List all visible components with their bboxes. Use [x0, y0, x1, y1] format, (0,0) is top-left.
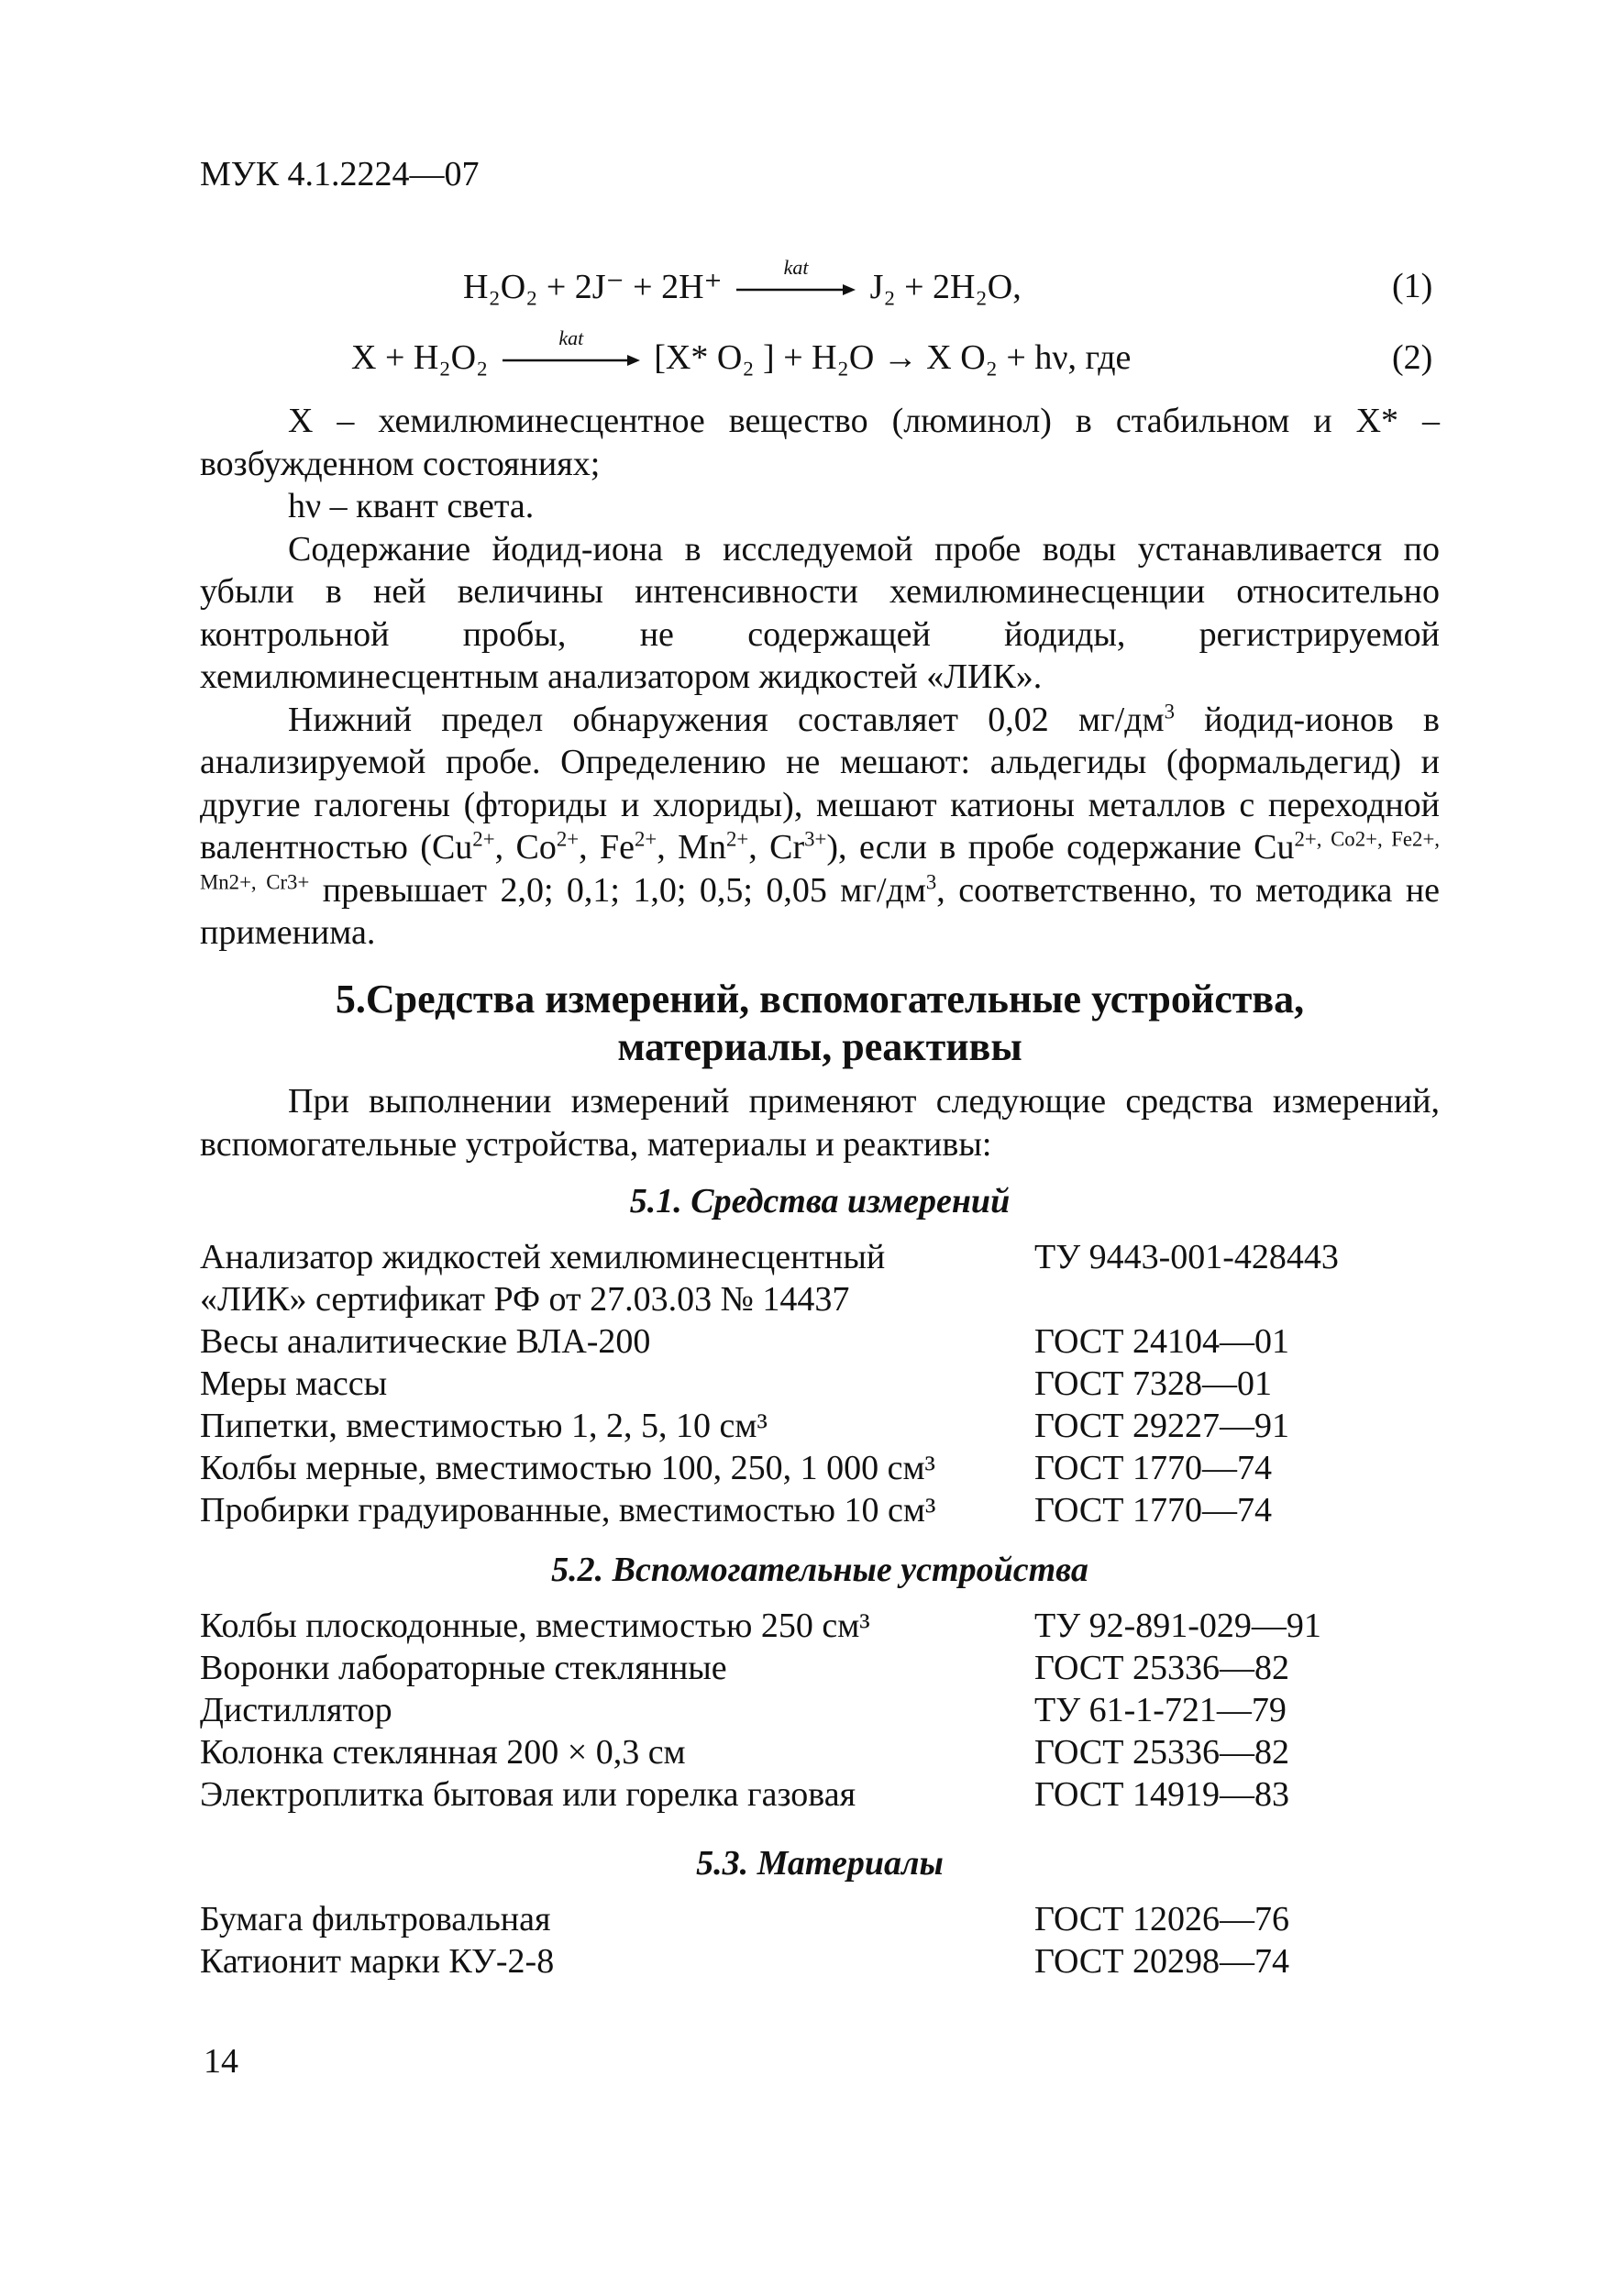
item-standard: ГОСТ 7328—01 [1034, 1364, 1272, 1403]
item-name: Бумага фильтровальная [200, 1900, 551, 1938]
catalyst-arrow-1 [736, 256, 856, 296]
item-standard: ГОСТ 29227—91 [1034, 1407, 1289, 1445]
p2-text-d: , Fe [579, 828, 635, 867]
p2-text-e: , Mn [657, 828, 726, 867]
section-5-title-line-1: 5.Средства измерений, вспомогательные устройства, [335, 977, 1305, 1022]
body-text [200, 400, 1440, 955]
reaction-arrow-icon [736, 283, 856, 296]
definition-hv: hν – квант света. [288, 487, 535, 525]
p2-text-i: , соответственно, то методика не применима. [200, 870, 1441, 952]
reaction-arrow-icon [503, 354, 640, 367]
superscript: 2+ [472, 827, 495, 851]
p2-text-f: , Cr [748, 828, 805, 867]
definition-x: X – хемилюминесцентное вещество (люминол) в стабильном и X* – возбужденном состояниях; [200, 402, 1440, 483]
superscript: 2+ [556, 827, 580, 851]
paragraph-iodide-content: Содержание йодид-иона в исследуемой пробе воды устанавливается по убыли в ней величины интенсивности хемилюминесценции относительно контрольной пробы, не содержащей йодиды, регистрируемой хемилюминесцентным анализатором жидкостей «ЛИК». [200, 529, 1440, 696]
document-code-header: МУК 4.1.2224—07 [200, 155, 480, 193]
item-name: Анализатор жидкостей хемилюминесцентный [200, 1238, 886, 1276]
superscript: 3 [1164, 699, 1175, 723]
item-name: Колбы плоскодонные, вместимостью 250 см³ [200, 1607, 870, 1645]
p2-text-b: йодид-ионов в анализируемой пробе. Определению не мешают: альдегиды (формальдегид) и другие галогены (фториды и хлориды), мешают катионы металлов с переходной валентностью (Cu [200, 700, 1440, 867]
p2-text-g: ), если в пробе содержание Cu [826, 828, 1295, 867]
equation-1-right: J₂ + 2H₂O, [869, 268, 1022, 306]
p2-text-c: , Co [494, 828, 557, 867]
section-5-intro: При выполнении измерений применяют следующие средства измерений, вспомогательные устройства, материалы и реактивы: [200, 1082, 1440, 1164]
item-standard: ГОСТ 25336—82 [1034, 1649, 1289, 1687]
item-name: Пробирки градуированные, вместимостью 10 см³ [200, 1491, 936, 1530]
superscript: 3+ [804, 827, 827, 851]
item-standard: ГОСТ 24104—01 [1034, 1322, 1289, 1361]
catalyst-arrow-2 [503, 326, 640, 367]
equation-1-number: (1) [1392, 267, 1433, 305]
equation-1 [463, 256, 1022, 307]
subsection-5-2-title: 5.2. Вспомогательные устройства [551, 1551, 1088, 1589]
item-name: Электроплитка бытовая или горелка газовая [200, 1775, 856, 1814]
item-standard: ГОСТ 1770—74 [1034, 1449, 1272, 1487]
item-standard: ГОСТ 14919—83 [1034, 1775, 1289, 1814]
item-name: Колбы мерные, вместимостью 100, 250, 1 000 см³ [200, 1449, 935, 1487]
section-5-title-line-2: материалы, реактивы [617, 1024, 1022, 1069]
item-name: Весы аналитические ВЛА-200 [200, 1322, 651, 1361]
paragraph-detection-limit [200, 699, 1440, 955]
catalyst-label-1: kat [783, 256, 809, 280]
equation-2-left: X + H₂O₂ [351, 338, 489, 377]
item-name: Колонка стеклянная 200 × 0,3 см [200, 1733, 686, 1772]
item-name: Катионит марки КУ-2-8 [200, 1942, 555, 1981]
item-standard: ТУ 9443-001-428443 [1034, 1238, 1339, 1276]
item-name: «ЛИК» сертификат РФ от 27.03.03 № 14437 [200, 1280, 850, 1319]
p2-text-a: Нижний предел обнаружения составляет 0,02 мг/дм [288, 700, 1165, 739]
item-name: Пипетки, вместимостью 1, 2, 5, 10 см³ [200, 1407, 768, 1445]
subsection-5-1-title: 5.1. Средства измерений [629, 1182, 1011, 1220]
catalyst-label-2: kat [558, 326, 584, 350]
equation-1-left: H₂O₂ + 2J⁻ + 2H⁺ [463, 268, 723, 306]
subsection-5-3-title: 5.3. Материалы [696, 1844, 944, 1883]
item-standard: ГОСТ 25336—82 [1034, 1733, 1289, 1772]
superscript: 2+ [635, 827, 657, 851]
p2-text-h: превышает 2,0; 0,1; 1,0; 0,5; 0,05 мг/дм [309, 870, 926, 910]
equation-2-number: (2) [1392, 338, 1433, 377]
item-standard: ТУ 92-891-029—91 [1034, 1607, 1321, 1645]
item-standard: ГОСТ 12026—76 [1034, 1900, 1289, 1938]
equation-2-right: [X* O₂ ] + H₂O → X O₂ + hν, где [654, 338, 1132, 377]
superscript: 2+ [725, 827, 749, 851]
item-standard: ТУ 61-1-721—79 [1034, 1691, 1287, 1729]
item-name: Меры массы [200, 1364, 388, 1403]
item-name: Воронки лабораторные стеклянные [200, 1649, 727, 1687]
page-number: 14 [204, 2042, 238, 2081]
equation-2 [351, 326, 1132, 378]
item-standard: ГОСТ 20298—74 [1034, 1942, 1289, 1981]
item-standard: ГОСТ 1770—74 [1034, 1491, 1272, 1530]
section-5-intro-block [200, 1080, 1440, 1165]
item-name: Дистиллятор [200, 1691, 392, 1729]
superscript: 3 [925, 869, 937, 893]
superscript: 2+, Co2+, Fe2+, Mn2+, Cr3+ [200, 827, 1441, 893]
section-5-title [200, 976, 1440, 1071]
